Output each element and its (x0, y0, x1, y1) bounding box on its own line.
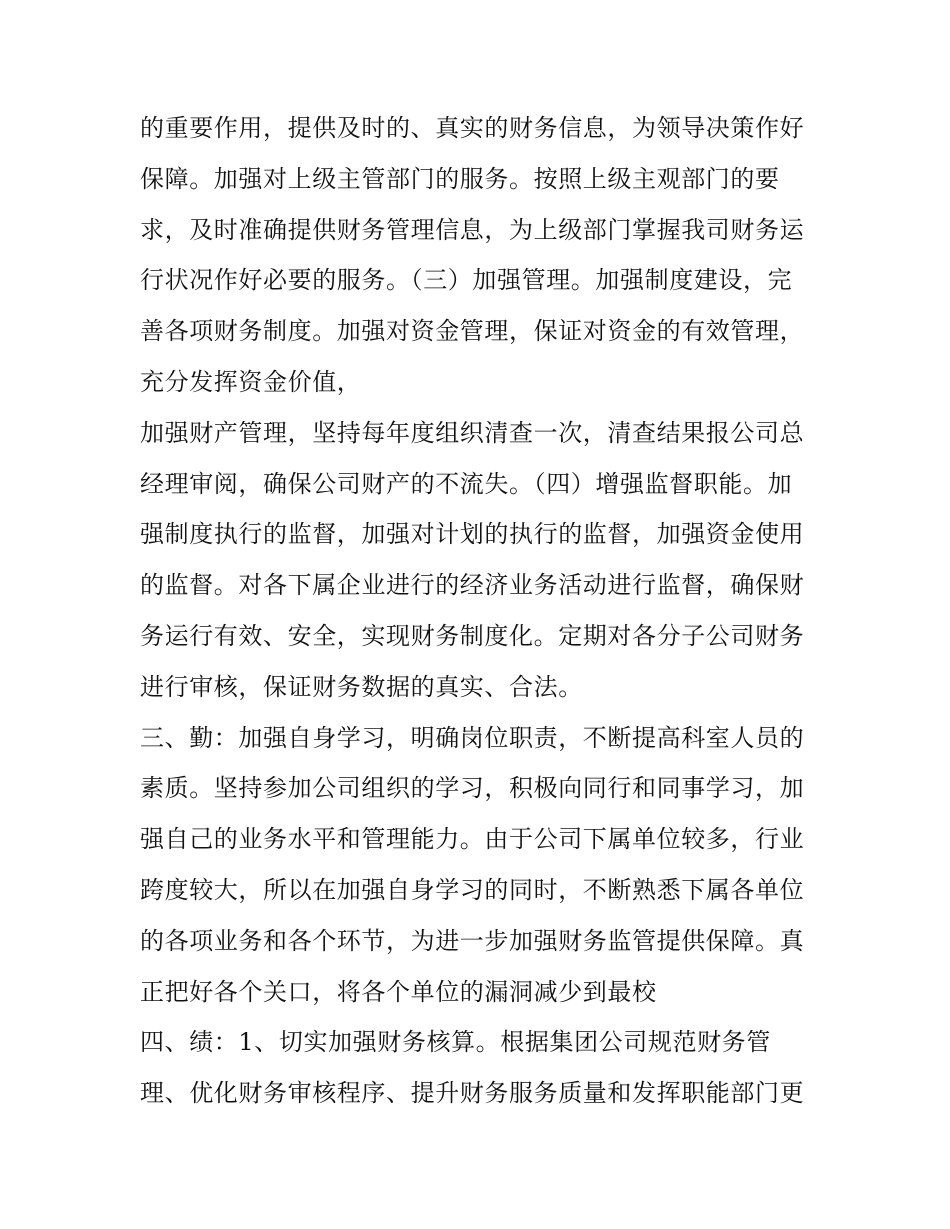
body-text (140, 103, 820, 1119)
text-line: 保障。加强对上级主管部门的服务。按照上级主观部门的要 (140, 164, 780, 193)
text-line: 行状况作好必要的服务。（三）加强管理。加强制度建设，完 (140, 266, 793, 295)
text-line: 善各项财务制度。加强对资金管理，保证对资金的有效管理， (140, 317, 805, 346)
text-line: 正把好各个关口，将各个单位的漏洞减少到最校 (140, 977, 657, 1006)
text-line: 求，及时准确提供财务管理信息，为上级部门掌握我司财务运 (140, 215, 805, 244)
text-line: 的重要作用，提供及时的、真实的财务信息，为领导决策作好 (140, 114, 805, 142)
text-line: 经理审阅，确保公司财产的不流失。（四）增强监督职能。加 (140, 469, 793, 498)
text-line: 的监督。对各下属企业进行的经济业务活动进行监督，确保财 (140, 571, 805, 600)
text-line: 的各项业务和各个环节，为进一步加强财务监管提供保障。真 (140, 926, 805, 955)
text-line: 素质。坚持参加公司组织的学习，积极向同行和同事学习，加 (140, 774, 805, 803)
text-line: 加强财产管理，坚持每年度组织清查一次，清查结果报公司总 (140, 418, 805, 447)
text-line: 三、勤：加强自身学习，明确岗位职责，不断提高科室人员的 (140, 723, 805, 752)
text-line: 充分发挥资金价值， (140, 367, 362, 396)
text-line: 进行审核，保证财务数据的真实、合法。 (140, 672, 583, 701)
text-line: 四、绩：1、切实加强财务核算。根据集团公司规范财务管 (140, 1028, 771, 1057)
text-line: 理、优化财务审核程序、提升财务服务质量和发挥职能部门更 (140, 1079, 805, 1108)
text-line: 务运行有效、安全，实现财务制度化。定期对各分子公司财务 (140, 621, 805, 650)
text-line: 强自己的业务水平和管理能力。由于公司下属单位较多，行业 (140, 825, 805, 854)
text-line: 强制度执行的监督，加强对计划的执行的监督，加强资金使用 (140, 520, 805, 549)
text-line: 跨度较大，所以在加强自身学习的同时，不断熟悉下属各单位 (140, 875, 805, 904)
